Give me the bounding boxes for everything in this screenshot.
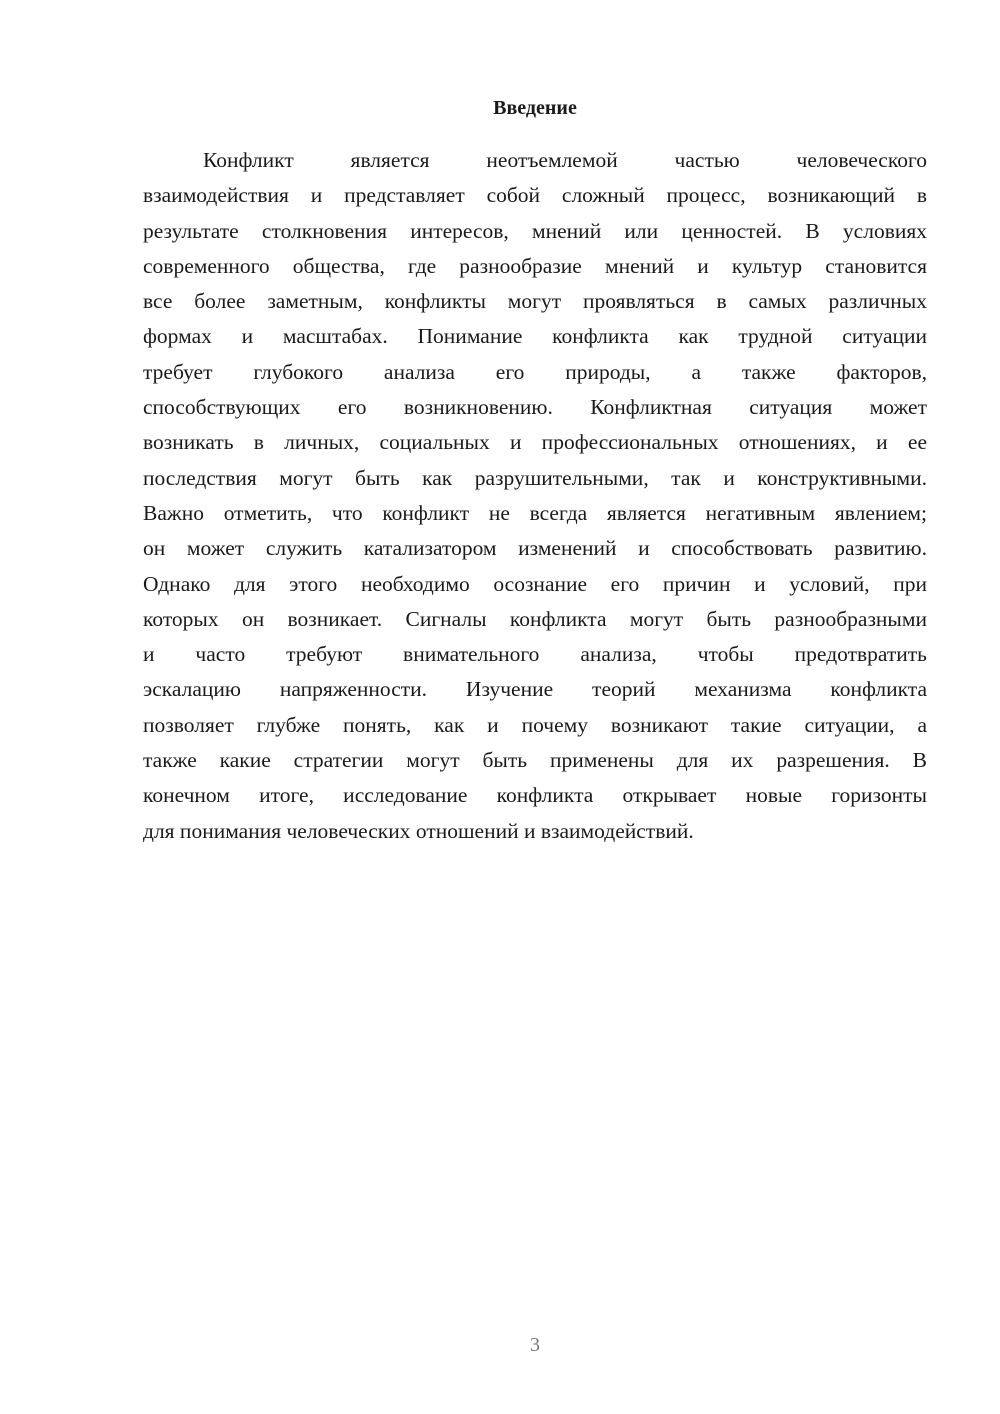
text-line: возникать в личных, социальных и профессиональных отношениях, и ее	[143, 430, 927, 455]
text-line: он может служить катализатором изменений и способствовать развитию.	[143, 536, 927, 561]
text-line: для понимания человеческих отношений и взаимодействий.	[143, 818, 694, 843]
text-line: способствующих его возникновению. Конфликтная ситуация может	[143, 395, 927, 420]
text-line: взаимодействия и представляет собой сложный процесс, возникающий в	[143, 183, 927, 208]
text-line: современного общества, где разнообразие мнений и культур становится	[143, 253, 927, 278]
page-number: 3	[530, 1334, 540, 1356]
text-line: формах и масштабах. Понимание конфликта как трудной ситуации	[143, 324, 927, 349]
text-line: также какие стратегии могут быть применены для их разрешения. В	[143, 748, 927, 773]
text-line: Однако для этого необходимо осознание его причин и условий, при	[143, 571, 927, 596]
section-heading: Введение	[493, 97, 577, 119]
text-line: которых он возникает. Сигналы конфликта могут быть разнообразными	[143, 606, 927, 631]
text-line: результате столкновения интересов, мнений или ценностей. В условиях	[143, 218, 927, 243]
text-line: Конфликт является неотъемлемой частью человеческого	[203, 148, 927, 172]
paragraph	[143, 145, 927, 851]
text-line: и часто требуют внимательного анализа, чтобы предотвратить	[143, 642, 927, 667]
text-line: последствия могут быть как разрушительными, так и конструктивными.	[143, 465, 927, 490]
text-line: все более заметным, конфликты могут проявляться в самых различных	[143, 289, 927, 314]
text-line: конечном итоге, исследование конфликта открывает новые горизонты	[143, 783, 927, 808]
text-line: требует глубокого анализа его природы, а также факторов,	[143, 359, 927, 384]
text-line: эскалацию напряженности. Изучение теорий механизма конфликта	[143, 677, 927, 702]
text-line: Важно отметить, что конфликт не всегда является негативным явлением;	[143, 500, 927, 525]
text-line: позволяет глубже понять, как и почему возникают такие ситуации, а	[143, 712, 927, 737]
